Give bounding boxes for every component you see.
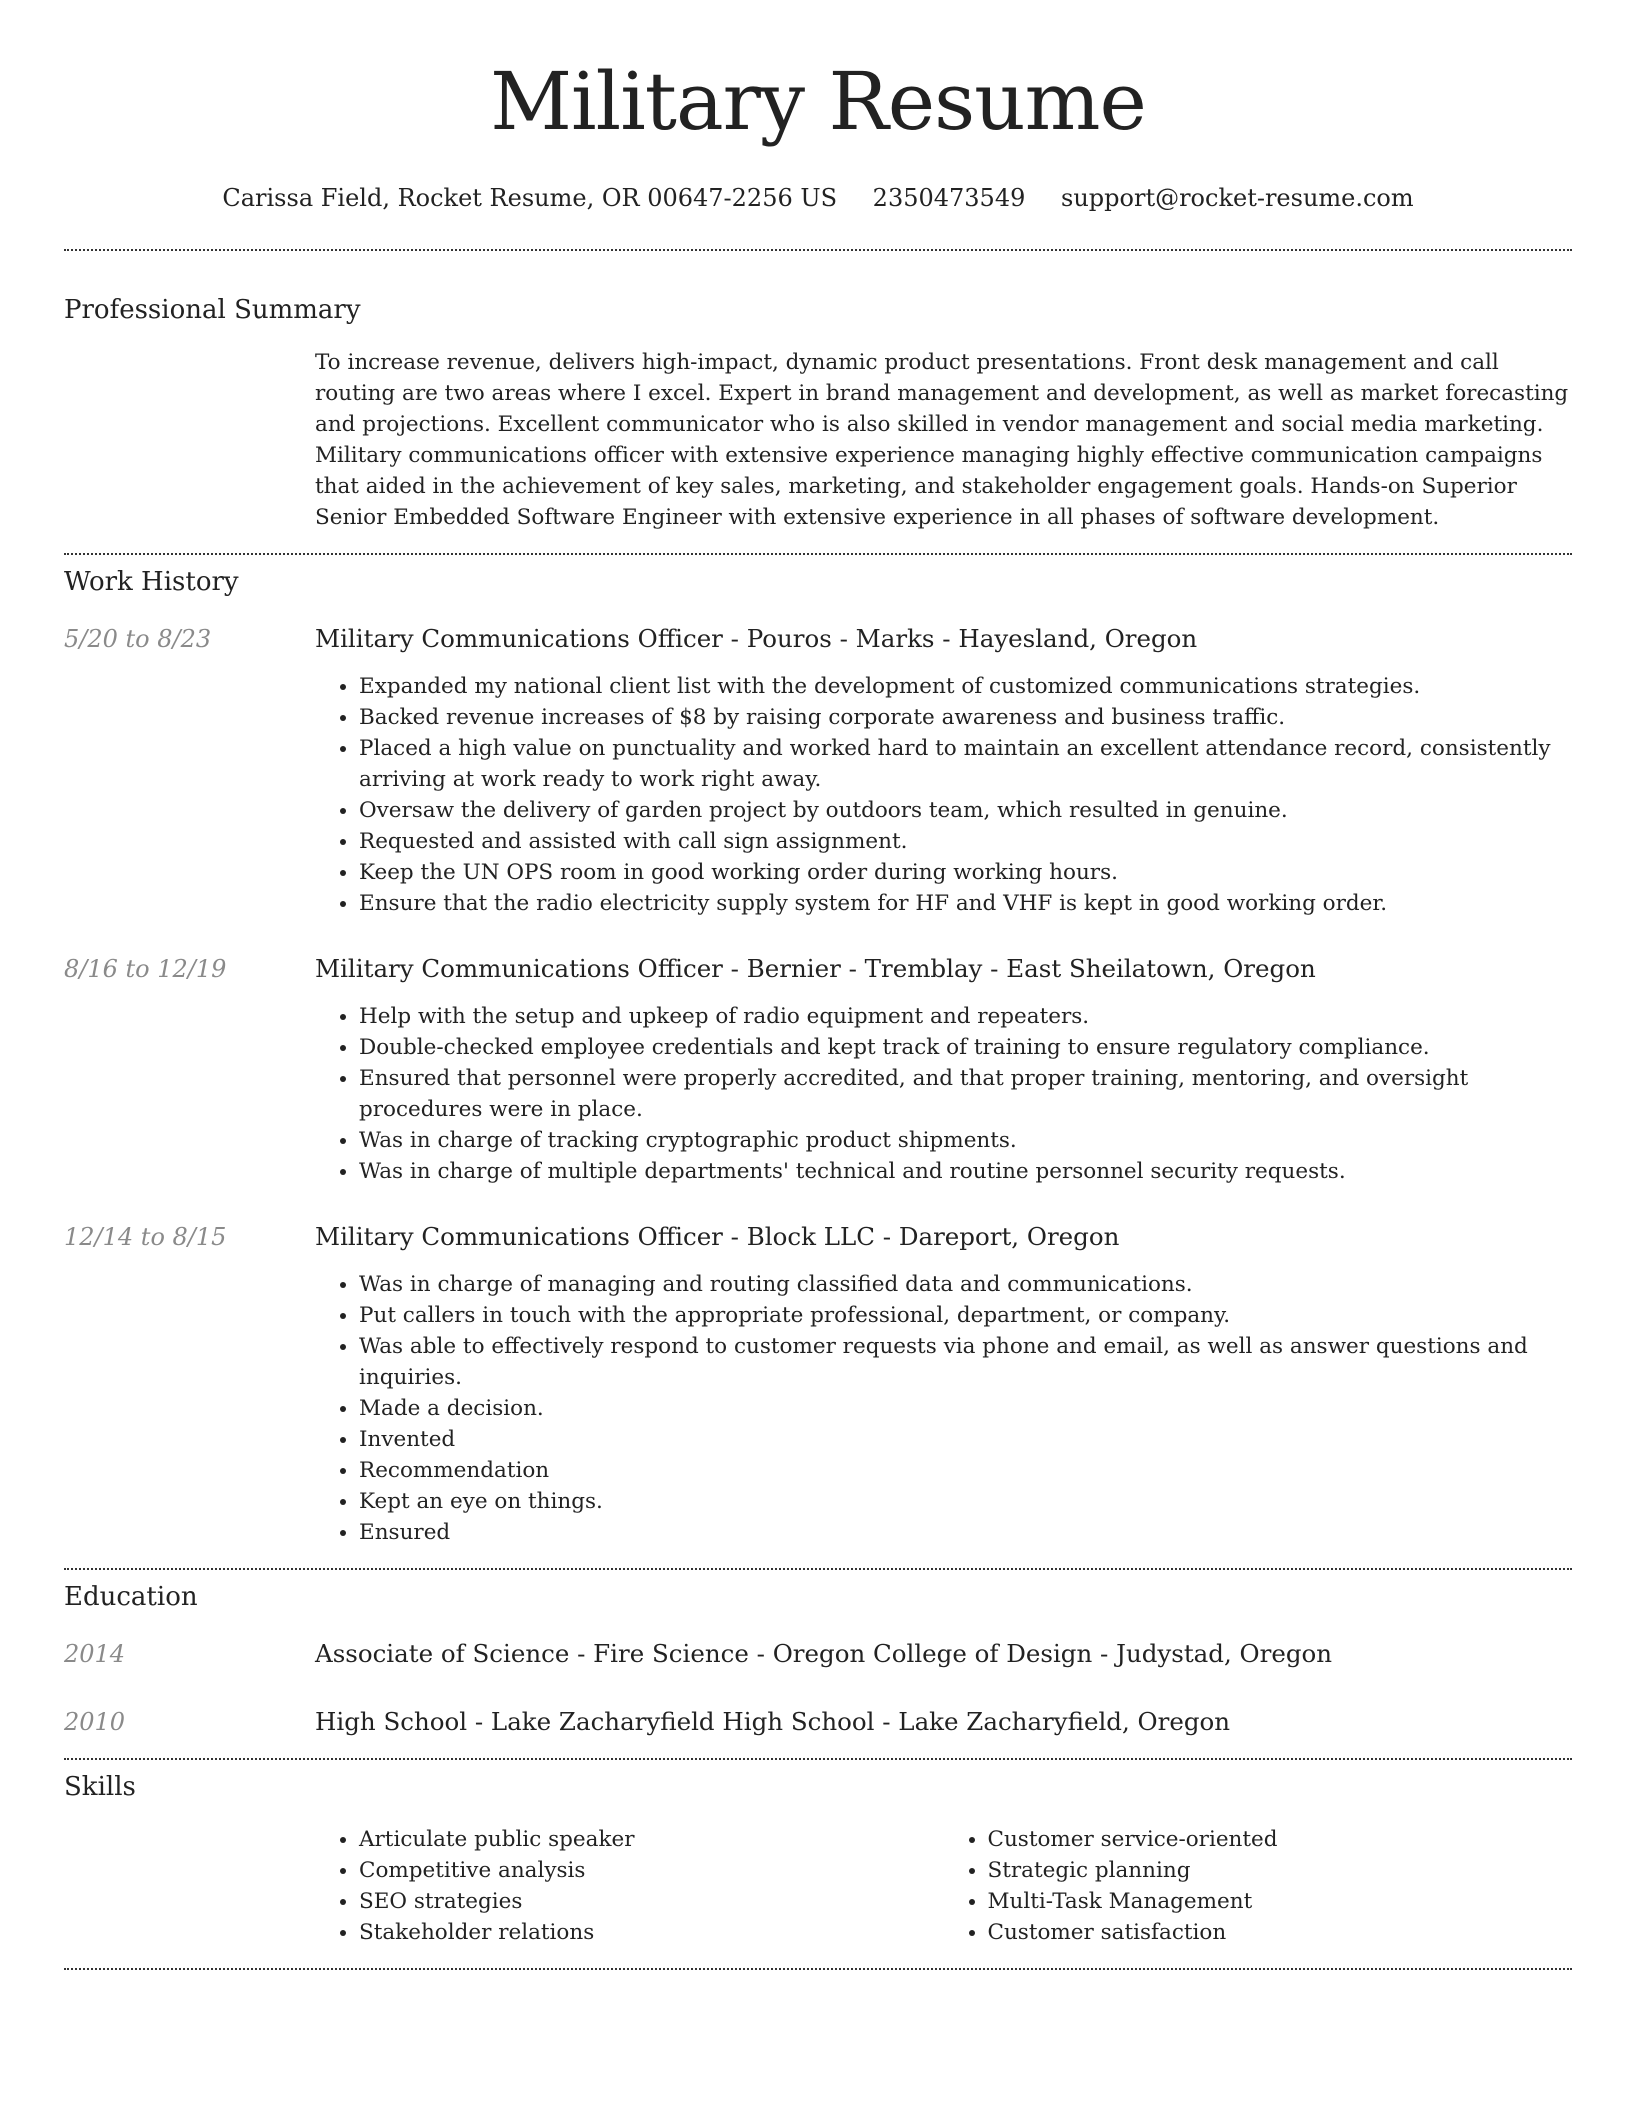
- list-item: • Expanded my national client list with the development of customized communications strategies.: [359, 671, 1572, 702]
- job-title: Military Communications Officer - Bernier - Tremblay - East Sheilatown, Oregon: [315, 954, 1316, 983]
- list-item: • Multi-Task Management: [988, 1886, 1573, 1917]
- education-title: High School - Lake Zacharyfield High School - Lake Zacharyfield, Oregon: [315, 1707, 1231, 1736]
- contact-email: support@rocket-resume.com: [1061, 184, 1414, 212]
- list-item: • Was in charge of multiple departments' technical and routine personnel security requests.: [359, 1156, 1572, 1187]
- list-item: • Ensured that personnel were properly accredited, and that proper training, mentoring, and oversight procedures were in place.: [359, 1063, 1572, 1125]
- skills-list-right: [944, 1824, 1573, 1948]
- list-item: • Was in charge of managing and routing classified data and communications.: [359, 1269, 1572, 1300]
- list-item: • Was in charge of tracking cryptographic product shipments.: [359, 1125, 1572, 1156]
- education-entry: [64, 1706, 1572, 1738]
- job-entry: [64, 953, 1572, 985]
- contact-phone: 2350473549: [872, 184, 1026, 212]
- list-item: • SEO strategies: [359, 1886, 944, 1917]
- education-heading: Education: [64, 1582, 198, 1612]
- summary-text: To increase revenue, delivers high-impact, dynamic product presentations. Front desk management and call routing are two areas where I excel. Expert in brand management and development, as well as market forecasting and projections. Excellent communicator who is also skilled in vendor management and social media marketing. Military communications officer with extensive experience managing highly effective communication campaigns that aided in the achievement of key sales, marketing, and stakeholder engagement goals. Hands-on Superior Senior Embedded Software Engineer with extensive experience in all phases of software development.: [315, 350, 1569, 530]
- skills-heading: Skills: [64, 1772, 136, 1802]
- summary-heading: Professional Summary: [64, 295, 361, 325]
- list-item: • Recommendation: [359, 1455, 1572, 1486]
- list-item: • Oversaw the delivery of garden project by outdoors team, which resulted in genuine.: [359, 795, 1572, 826]
- job-title: Military Communications Officer - Pouros - Marks - Hayesland, Oregon: [315, 624, 1198, 653]
- list-item: • Customer service-oriented: [988, 1824, 1573, 1855]
- list-item: • Made a decision.: [359, 1393, 1572, 1424]
- list-item: • Requested and assisted with call sign assignment.: [359, 826, 1572, 857]
- resume-page: [64, 0, 1572, 1970]
- contact-address: Carissa Field, Rocket Resume, OR 00647-2256 US: [222, 184, 838, 212]
- work-history-heading: Work History: [64, 567, 239, 597]
- education-entry: [64, 1638, 1572, 1670]
- list-item: • Was able to effectively respond to customer requests via phone and email, as well as answer questions and inquiries.: [359, 1331, 1572, 1393]
- list-item: • Help with the setup and upkeep of radio equipment and repeaters.: [359, 1001, 1572, 1032]
- list-item: • Invented: [359, 1424, 1572, 1455]
- contact-line: [64, 182, 1572, 214]
- list-item: • Put callers in touch with the appropriate professional, department, or company.: [359, 1300, 1572, 1331]
- list-item: • Customer satisfaction: [988, 1917, 1573, 1948]
- list-item: • Ensured: [359, 1517, 1572, 1548]
- job-dates: 8/16 to 12/19: [64, 955, 227, 983]
- job-bullets: [315, 1001, 1572, 1187]
- section-divider: [64, 553, 1572, 555]
- list-item: • Kept an eye on things.: [359, 1486, 1572, 1517]
- education-year: 2014: [64, 1640, 126, 1668]
- section-divider: [64, 1568, 1572, 1570]
- job-dates: 12/14 to 8/15: [64, 1223, 227, 1251]
- list-item: • Articulate public speaker: [359, 1824, 944, 1855]
- education-year: 2010: [64, 1708, 126, 1736]
- list-item: • Placed a high value on punctuality and worked hard to maintain an excellent attendance record, consistently arriving at work ready to work right away.: [359, 733, 1572, 795]
- list-item: • Strategic planning: [988, 1855, 1573, 1886]
- list-item: • Stakeholder relations: [359, 1917, 944, 1948]
- list-item: • Backed revenue increases of $8 by raising corporate awareness and business traffic.: [359, 702, 1572, 733]
- resume-title: Military Resume: [490, 55, 1146, 148]
- education-title: Associate of Science - Fire Science - Oregon College of Design - Judystad, Oregon: [315, 1639, 1333, 1668]
- job-entry: [64, 1221, 1572, 1253]
- section-divider: [64, 249, 1572, 251]
- section-divider: [64, 1758, 1572, 1760]
- job-dates: 5/20 to 8/23: [64, 625, 212, 653]
- job-entry: [64, 623, 1572, 655]
- job-bullets: [315, 671, 1572, 919]
- list-item: • Double-checked employee credentials and kept track of training to ensure regulatory compliance.: [359, 1032, 1572, 1063]
- list-item: • Keep the UN OPS room in good working order during working hours.: [359, 857, 1572, 888]
- job-bullets: [315, 1269, 1572, 1548]
- section-divider: [64, 1968, 1572, 1970]
- job-title: Military Communications Officer - Block LLC - Dareport, Oregon: [315, 1222, 1120, 1251]
- list-item: • Ensure that the radio electricity supply system for HF and VHF is kept in good working order.: [359, 888, 1572, 919]
- skills-list-left: [315, 1824, 944, 1948]
- list-item: • Competitive analysis: [359, 1855, 944, 1886]
- skills-columns: [315, 1824, 1572, 1948]
